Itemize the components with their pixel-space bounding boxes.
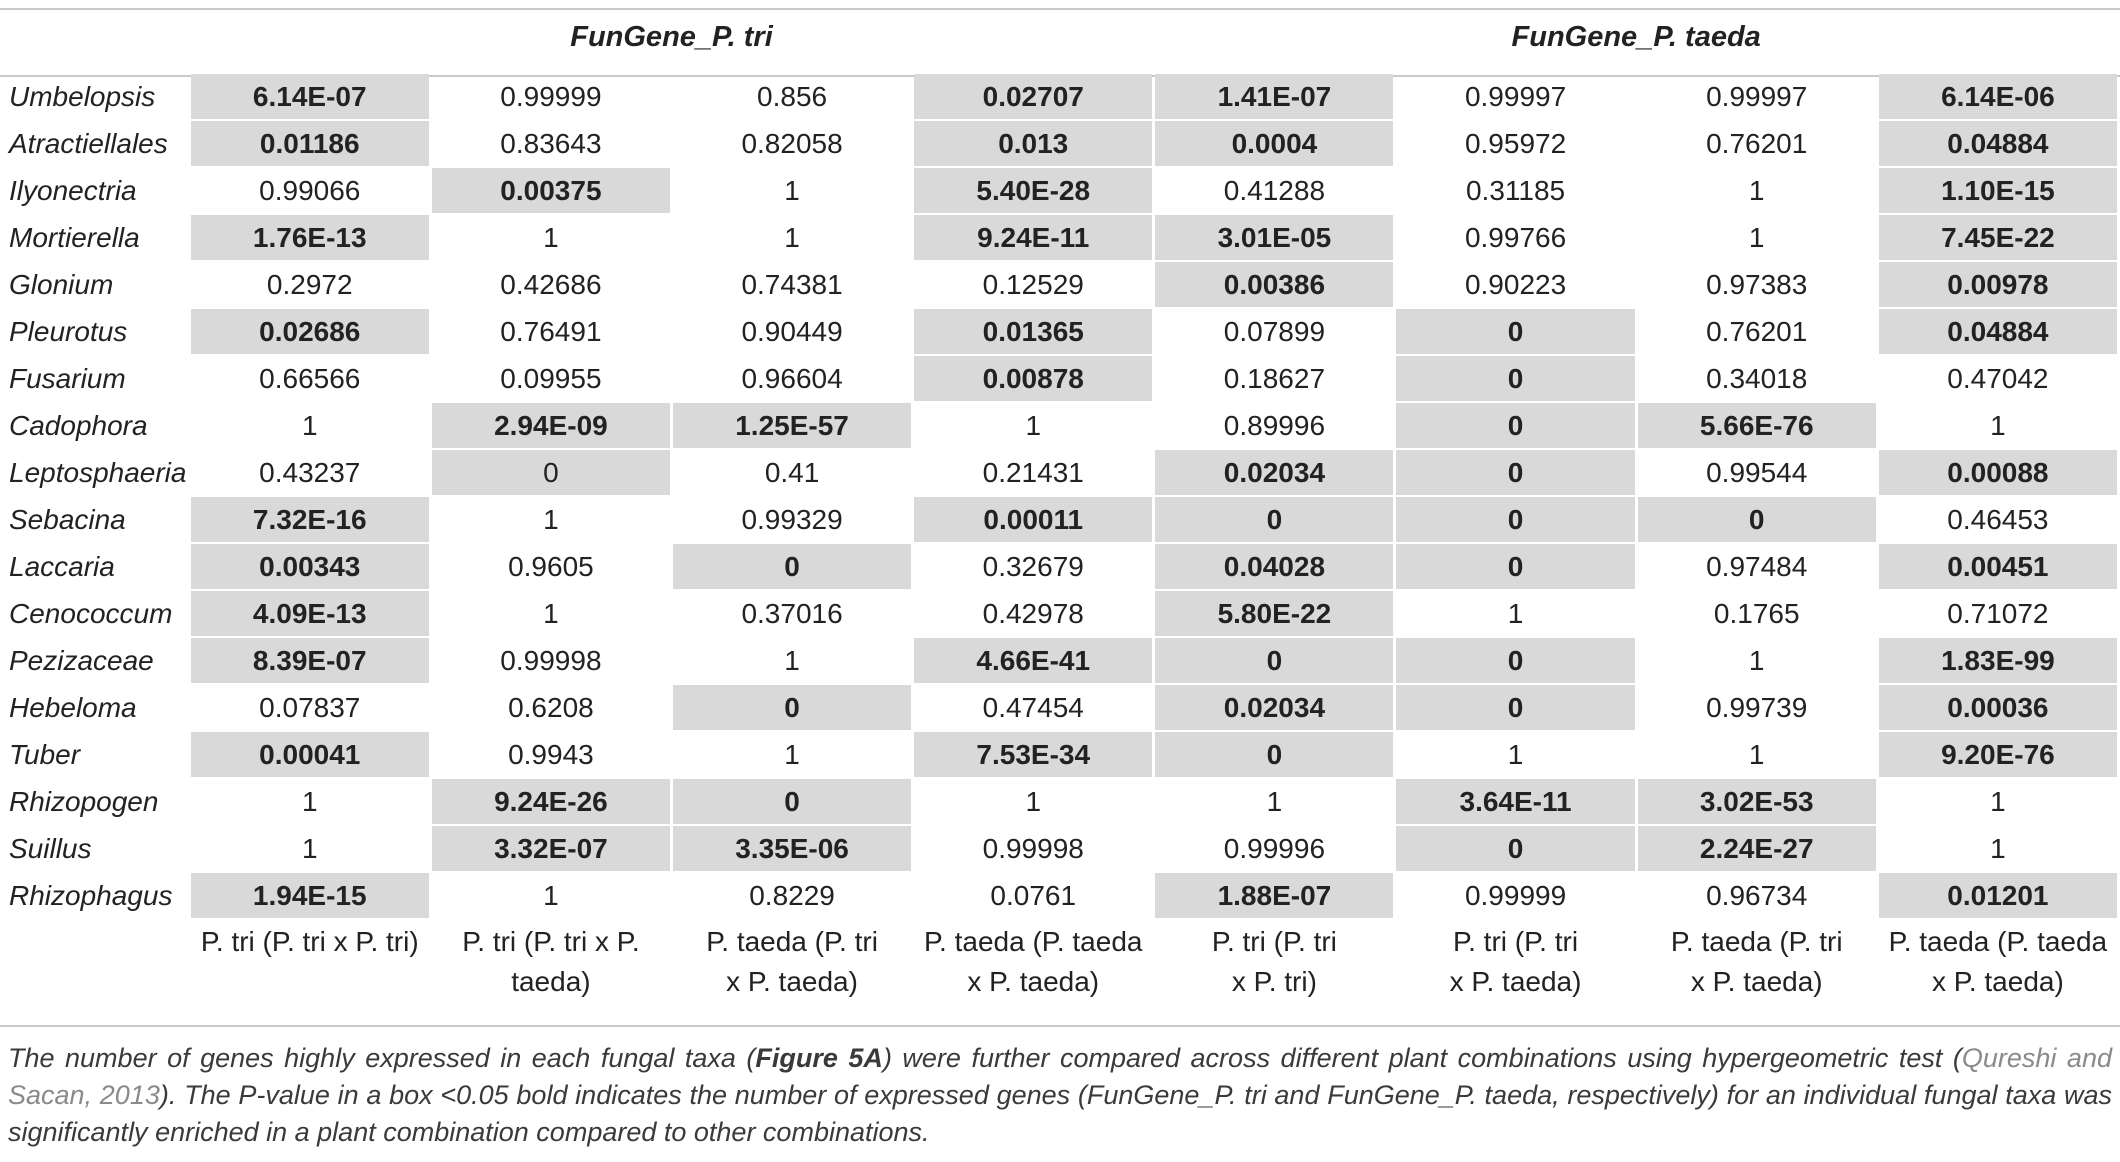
p-value-cell: 0 (1396, 497, 1634, 542)
footer-spacer (3, 920, 188, 1012)
p-value-cell: 1 (784, 221, 800, 253)
p-value-cell: 1 (301, 785, 318, 817)
p-value-cell: 0.99998 (500, 644, 602, 676)
p-value-cell: 0.47454 (982, 691, 1084, 723)
p-value-cell: 1 (1748, 644, 1765, 676)
p-value-cell: 0.99996 (1223, 832, 1326, 864)
table-row (3, 74, 2117, 119)
p-value-cell: 0.42686 (500, 268, 602, 300)
combination-label (1879, 920, 2117, 1012)
p-value-cell: 1 (301, 409, 318, 441)
p-value-cell: 1 (543, 879, 559, 911)
p-value-cell: 0 (673, 779, 911, 824)
taxon-name: Suillus (9, 832, 92, 864)
p-value-cell: 1 (784, 644, 800, 676)
p-value-cell: 0.89996 (1223, 409, 1326, 441)
p-value-cell: 0.90449 (741, 315, 843, 347)
combination-label (673, 920, 911, 1012)
p-value-cell: 0.00088 (1879, 450, 2117, 495)
combination-label-line1: P. tri (P. tri (1453, 926, 1579, 957)
bottom-rule (0, 1025, 2120, 1027)
p-value-cell: 3.64E-11 (1396, 779, 1634, 824)
p-value-cell: 0.01365 (914, 309, 1152, 354)
p-value-cell: 1 (1266, 785, 1283, 817)
taxon-name: Tuber (9, 738, 81, 770)
p-value-cell: 6.14E-06 (1879, 74, 2117, 119)
p-value-cell: 0.0004 (1155, 121, 1393, 166)
p-value-cell: 5.80E-22 (1155, 591, 1393, 636)
p-value-cell: 0.42978 (982, 597, 1084, 629)
p-value-cell: 1.88E-07 (1155, 873, 1393, 918)
p-value-cell: 0.47042 (1947, 362, 2049, 394)
group-header-ptri: FunGene_P. tri (570, 20, 773, 53)
combination-label (191, 920, 429, 1012)
p-value-cell: 0.99739 (1706, 691, 1808, 723)
p-value-cell: 2.94E-09 (432, 403, 670, 448)
p-value-cell: 0.96734 (1706, 879, 1808, 911)
combination-label-line1: P. taeda (P. taeda (923, 926, 1143, 957)
p-value-cell: 0.07837 (259, 691, 361, 723)
p-value-cell: 1 (1990, 832, 2006, 864)
taxon-name: Laccaria (9, 550, 115, 582)
p-value-cell: 0.09955 (500, 362, 602, 394)
table-row (3, 168, 2117, 213)
table-row (3, 638, 2117, 683)
p-value-cell: 0.02034 (1155, 450, 1393, 495)
p-value-cell: 0.46453 (1947, 503, 2049, 535)
p-value-cell: 0.76201 (1706, 315, 1808, 347)
p-value-cell: 0.41288 (1223, 174, 1326, 206)
p-value-cell: 0.04884 (1879, 121, 2117, 166)
p-value-cell: 0.00878 (914, 356, 1152, 401)
taxon-name: Fusarium (9, 362, 126, 394)
combination-label-line2: x P. taeda) (967, 966, 1100, 997)
p-value-cell: 0.99329 (741, 503, 843, 535)
p-value-cell: 4.66E-41 (914, 638, 1152, 683)
combination-label-line2: taeda) (511, 966, 591, 997)
table-body (3, 74, 2117, 918)
taxon-name: Sebacina (9, 503, 126, 535)
caption-text-3: ). The P-value in a box <0.05 bold indicates the number of expressed genes (FunGene_P. tri and FunGene_P. taeda, respectively) for an individual fungal taxa was significantly enriched in a plant combination compared to other combinations. (8, 1080, 2112, 1147)
taxon-name: Cadophora (9, 409, 148, 441)
p-value-cell: 1 (543, 221, 559, 253)
taxon-name: Atractiellales (9, 127, 168, 159)
p-value-cell: 0.32679 (982, 550, 1084, 582)
table-row (3, 450, 2117, 495)
caption-citation-link[interactable]: Qureshi and Sacan, 2013 (8, 1043, 2112, 1110)
p-value-cell: 0.96604 (741, 362, 843, 394)
combination-label (432, 920, 670, 1012)
p-value-cell: 0.99066 (259, 174, 361, 206)
p-value-cell: 0.2972 (266, 268, 353, 300)
p-value-cell: 0.66566 (259, 362, 361, 394)
combination-label-line2: x P. taeda) (1932, 966, 2064, 997)
table-row (3, 497, 2117, 542)
p-value-cell: 7.45E-22 (1879, 215, 2117, 260)
p-value-cell: 0.37016 (741, 597, 843, 629)
p-value-cell: 0 (1396, 685, 1634, 730)
p-value-cell: 1 (1507, 597, 1524, 629)
taxon-name: Cenococcum (9, 597, 173, 629)
p-value-cell: 9.20E-76 (1879, 732, 2117, 777)
p-value-cell: 0.02686 (191, 309, 429, 354)
p-value-cell: 1.83E-99 (1879, 638, 2117, 683)
p-value-cell: 1 (784, 174, 800, 206)
p-value-cell: 5.40E-28 (914, 168, 1152, 213)
p-value-cell: 0.95972 (1464, 127, 1567, 159)
p-value-cell: 1.41E-07 (1155, 74, 1393, 119)
p-value-cell: 7.53E-34 (914, 732, 1152, 777)
p-value-cell: 0 (673, 544, 911, 589)
p-value-cell: 0.0761 (990, 879, 1077, 911)
p-value-cell: 0 (432, 450, 670, 495)
taxon-name: Rhizophagus (9, 879, 173, 911)
p-value-cell: 0.82058 (741, 127, 843, 159)
header-spacer (3, 2, 188, 72)
p-value-cell: 0.41 (764, 456, 820, 488)
p-value-cell: 0.31185 (1465, 174, 1566, 206)
table-row (3, 309, 2117, 354)
p-value-cell: 0.01201 (1879, 873, 2117, 918)
p-value-cell: 1 (1507, 738, 1524, 770)
p-value-cell: 0.00978 (1879, 262, 2117, 307)
p-value-cell: 0.76491 (500, 315, 602, 347)
table-row (3, 779, 2117, 824)
p-value-cell: 0.02034 (1155, 685, 1393, 730)
p-value-cell: 1.94E-15 (191, 873, 429, 918)
p-value-cell: 0 (1155, 497, 1393, 542)
p-value-cell: 1 (1990, 409, 2006, 441)
p-value-cell: 0.97383 (1706, 268, 1808, 300)
table-row (3, 215, 2117, 260)
p-value-cell: 7.32E-16 (191, 497, 429, 542)
taxon-name: Pezizaceae (9, 644, 154, 676)
p-value-cell: 0.99999 (500, 80, 602, 112)
p-value-cell: 0.12529 (982, 268, 1084, 300)
p-value-cell: 0 (1396, 450, 1634, 495)
p-value-cell: 3.01E-05 (1155, 215, 1393, 260)
combination-label-line1: P. taeda (P. tri (1670, 926, 1843, 957)
p-value-cell: 9.24E-26 (432, 779, 670, 824)
p-value-cell: 0.9943 (508, 738, 594, 770)
p-value-cell: 0.97484 (1706, 550, 1808, 582)
taxon-name: Mortierella (9, 221, 140, 253)
taxon-name: Hebeloma (9, 691, 137, 723)
table-row (3, 356, 2117, 401)
caption-text-2: ) were further compared across different plant combinations using hypergeometric test ( (882, 1043, 1962, 1073)
p-value-cell: 0 (1638, 497, 1876, 542)
p-value-cell: 0.01186 (191, 121, 429, 166)
p-value-cell: 0 (1396, 544, 1634, 589)
p-value-cell: 0.99544 (1706, 456, 1808, 488)
p-value-cell: 0.99999 (1464, 879, 1567, 911)
p-value-cell: 4.09E-13 (191, 591, 429, 636)
p-value-cell: 0.00011 (914, 497, 1152, 542)
group-header-row (3, 2, 2117, 72)
p-value-cell: 0.04884 (1879, 309, 2117, 354)
combination-label (914, 920, 1152, 1012)
p-value-cell: 1 (1748, 174, 1765, 206)
p-value-cell: 0.6208 (508, 691, 594, 723)
taxon-name: Umbelopsis (9, 80, 156, 112)
p-value-cell: 1 (1025, 409, 1042, 441)
taxon-name: Ilyonectria (9, 174, 137, 206)
combination-label-line2: x P. taeda) (1690, 966, 1823, 997)
combination-label-row (3, 920, 2117, 1012)
p-value-cell: 1 (543, 597, 559, 629)
p-value-cell: 1 (1748, 738, 1765, 770)
p-value-cell: 0.74381 (741, 268, 843, 300)
p-value-cell: 0.04028 (1155, 544, 1393, 589)
p-value-cell: 0.013 (914, 121, 1152, 166)
p-value-cell: 0 (1396, 403, 1634, 448)
group-header-ptaeda: FunGene_P. taeda (1511, 20, 1761, 53)
p-value-cell: 0.00451 (1879, 544, 2117, 589)
caption-figure-link[interactable]: Figure 5A (755, 1043, 883, 1073)
p-value-cell: 3.32E-07 (432, 826, 670, 871)
p-value-cell: 0.1765 (1713, 597, 1800, 629)
p-value-cell: 0.83643 (500, 127, 602, 159)
combination-label-line2: x P. taeda) (726, 966, 858, 997)
table-row (3, 262, 2117, 307)
combination-label-line2: x P. tri) (1231, 966, 1317, 997)
p-value-cell: 0.99997 (1706, 80, 1808, 112)
table-row (3, 403, 2117, 448)
combination-label-line1: P. taeda (P. tri (706, 926, 878, 957)
p-value-cell: 1 (543, 503, 559, 535)
table-row (3, 544, 2117, 589)
p-value-cell: 0.00343 (191, 544, 429, 589)
p-value-cell: 0.71072 (1947, 597, 2049, 629)
p-value-cell: 0.99998 (982, 832, 1084, 864)
p-value-cell: 1.25E-57 (673, 403, 911, 448)
p-value-cell: 5.66E-76 (1638, 403, 1876, 448)
combination-label-line1: P. tri (P. tri x P. tri) (200, 926, 419, 957)
p-value-cell: 0.90223 (1464, 268, 1567, 300)
p-value-cell: 0 (1396, 638, 1634, 683)
p-value-cell: 0.9605 (508, 550, 594, 582)
taxon-name: Glonium (9, 268, 114, 300)
p-value-cell: 0 (1396, 356, 1634, 401)
p-value-cell: 1 (784, 738, 800, 770)
p-value-cell: 0.00041 (191, 732, 429, 777)
p-value-cell: 0 (1155, 638, 1393, 683)
taxon-name: Pleurotus (9, 315, 128, 347)
p-value-cell: 1.10E-15 (1879, 168, 2117, 213)
p-value-cell: 0.07899 (1223, 315, 1326, 347)
p-value-cell: 0.18627 (1223, 362, 1326, 394)
p-value-cell: 8.39E-07 (191, 638, 429, 683)
p-value-cell: 0.99997 (1464, 80, 1567, 112)
p-value-cell: 0.34018 (1706, 362, 1808, 394)
p-value-cell: 0.00386 (1155, 262, 1393, 307)
p-value-cell: 6.14E-07 (191, 74, 429, 119)
combination-label (1396, 920, 1634, 1012)
combination-label (1155, 920, 1393, 1012)
table-caption (8, 1040, 2112, 1151)
taxon-name: Leptosphaeria (9, 456, 187, 488)
combination-label-line1: P. tri (P. tri x P. (462, 926, 640, 957)
table-row (3, 873, 2117, 918)
p-value-cell: 1 (1025, 785, 1042, 817)
combination-label-line1: P. tri (P. tri (1211, 926, 1337, 957)
p-value-cell: 1 (1748, 221, 1765, 253)
p-value-cell: 3.35E-06 (673, 826, 911, 871)
p-value-cell: 0 (1155, 732, 1393, 777)
table-row (3, 826, 2117, 871)
p-value-cell: 3.02E-53 (1638, 779, 1876, 824)
p-value-cell: 1.76E-13 (191, 215, 429, 260)
p-value-cell: 0.99766 (1464, 221, 1567, 253)
p-value-cell: 0 (1396, 309, 1634, 354)
combination-label-line1: P. taeda (P. taeda (1888, 926, 2108, 957)
combination-label-line2: x P. taeda) (1449, 966, 1582, 997)
p-value-cell: 1 (1990, 785, 2006, 817)
p-value-cell: 0.76201 (1706, 127, 1808, 159)
p-value-cell: 9.24E-11 (914, 215, 1152, 260)
table-row (3, 121, 2117, 166)
combination-label (1638, 920, 1876, 1012)
p-value-cell: 0.00036 (1879, 685, 2117, 730)
p-value-cell: 1 (301, 832, 318, 864)
p-value-cell: 2.24E-27 (1638, 826, 1876, 871)
p-value-cell: 0.43237 (259, 456, 361, 488)
table-row (3, 732, 2117, 777)
p-value-cell: 0 (1396, 826, 1634, 871)
p-value-cell: 0.856 (757, 80, 828, 112)
p-value-cell: 0 (673, 685, 911, 730)
table-row (3, 685, 2117, 730)
table-row (3, 591, 2117, 636)
p-value-cell: 0.02707 (914, 74, 1152, 119)
caption-text-1: The number of genes highly expressed in each fungal taxa ( (8, 1043, 756, 1073)
p-value-cell: 0.21431 (982, 456, 1084, 488)
p-value-cell: 0.8229 (749, 879, 835, 911)
p-value-cell: 0.00375 (432, 168, 670, 213)
taxon-name: Rhizopogen (9, 785, 159, 817)
